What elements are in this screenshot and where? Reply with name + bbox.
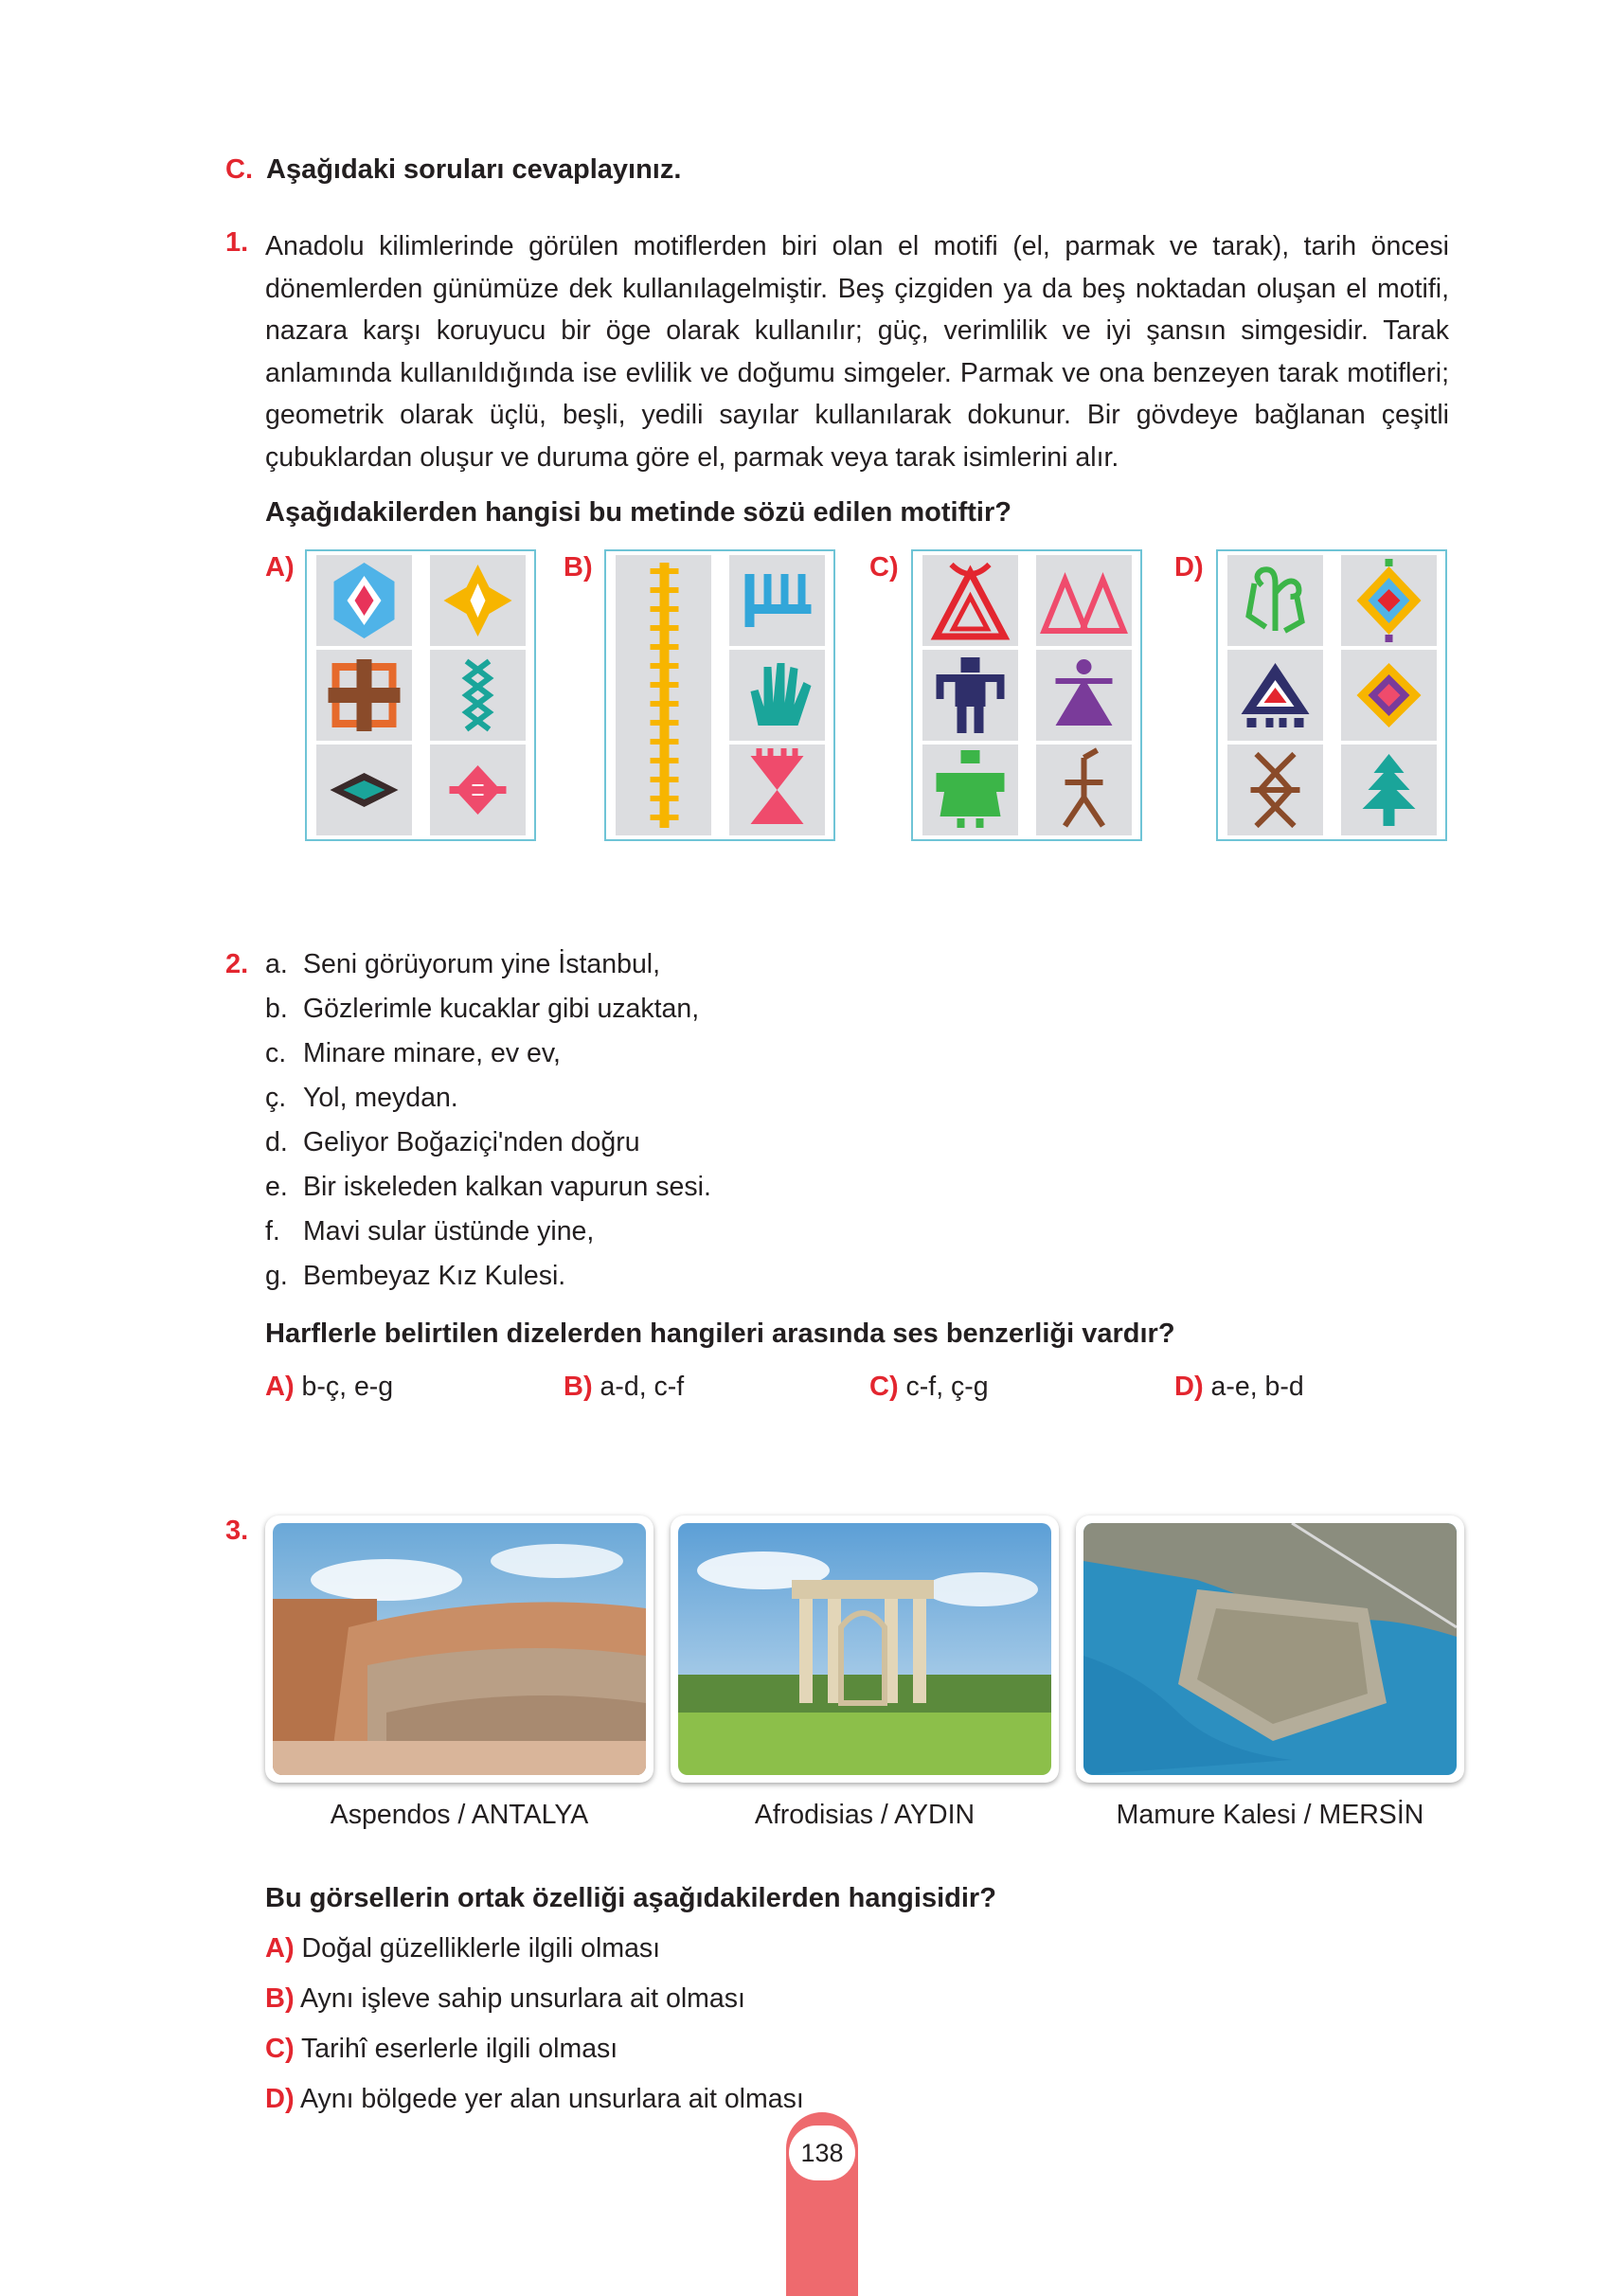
- aspendos-photo: [265, 1516, 653, 1783]
- q2-line-text: Mavi sular üstünde yine,: [303, 1216, 595, 1247]
- section-heading: [225, 154, 681, 186]
- q2-option-d[interactable]: [1174, 1372, 1304, 1403]
- kilim-twin-triangles-motif-icon: [1036, 555, 1132, 646]
- q2-option-b-text: a-d, c-f: [600, 1372, 685, 1402]
- afrodisias-caption: Afrodisias / AYDIN: [754, 1800, 976, 1830]
- q2-line-letter: ç.: [265, 1083, 287, 1113]
- q2-option-a-label: A): [265, 1372, 295, 1402]
- q2-option-c-label: C): [869, 1372, 899, 1402]
- section-title: Aşağıdaki soruları cevaplayınız.: [266, 154, 682, 185]
- q3-option-d-label: D): [265, 2084, 295, 2114]
- q1-option-b-motifs[interactable]: [604, 549, 835, 841]
- q1-prompt: Aşağıdakilerden hangisi bu metinde sözü edilen motiftir?: [265, 497, 1011, 528]
- kilim-dancer-motif-icon: [1036, 650, 1132, 741]
- q2-option-d-label: D): [1174, 1372, 1204, 1402]
- q3-option-b-label: B): [265, 1983, 295, 2014]
- q3-prompt: Bu görsellerin ortak özelliği aşağıdakilerden hangisidir?: [265, 1883, 996, 1913]
- kilim-flower-motif-icon: [430, 744, 526, 835]
- q3-option-b[interactable]: [265, 1983, 745, 2015]
- q1-option-a-motifs[interactable]: [305, 549, 536, 841]
- kilim-green-figure-motif-icon: [922, 744, 1018, 835]
- q2-line-a: [265, 949, 660, 980]
- q2-line-text: Geliyor Boğaziçi'nden doğru: [303, 1127, 640, 1157]
- section-letter: C.: [225, 154, 253, 185]
- kilim-hexagon-motif-icon: [316, 555, 412, 646]
- q2-option-b-label: B): [564, 1372, 593, 1402]
- q2-line-text: Bembeyaz Kız Kulesi.: [303, 1261, 566, 1291]
- kilim-colorful-diamond-motif-icon: [1341, 555, 1437, 646]
- q1-option-d-label[interactable]: D): [1174, 552, 1204, 583]
- q3-option-b-text: Aynı işleve sahip unsurlara ait olması: [299, 1983, 745, 2014]
- kilim-fertility-motif-icon: [1227, 744, 1323, 835]
- q3-option-a-label: A): [265, 1933, 295, 1964]
- q1-number: 1.: [225, 227, 249, 258]
- kilim-branch-figure-motif-icon: [1036, 744, 1132, 835]
- q2-line-d: [265, 1127, 640, 1158]
- q1-option-c-label[interactable]: C): [869, 552, 899, 583]
- kilim-ornate-motif-icon: [1341, 650, 1437, 741]
- kilim-tree-of-life-motif-icon: [1341, 744, 1437, 835]
- q2-line-letter: c.: [265, 1038, 287, 1068]
- kilim-hourglass-motif-icon: [729, 744, 825, 835]
- q2-line-text: Minare minare, ev ev,: [303, 1038, 561, 1068]
- afrodisias-photo: [671, 1516, 1059, 1783]
- kilim-zigzag-motif-icon: [430, 650, 526, 741]
- q2-line-text: Seni görüyorum yine İstanbul,: [303, 949, 661, 979]
- q1-option-b-label[interactable]: B): [564, 552, 593, 583]
- kilim-triangle-figure-motif-icon: [922, 555, 1018, 646]
- kilim-star-motif-icon: [430, 555, 526, 646]
- q2-line-f: [265, 1216, 594, 1247]
- q2-line-letter: g.: [265, 1261, 288, 1291]
- q2-line-g: [265, 1261, 565, 1292]
- q3-option-d[interactable]: [265, 2084, 804, 2115]
- q2-option-a[interactable]: [265, 1372, 393, 1403]
- q2-line-letter: b.: [265, 994, 288, 1024]
- kilim-human-figure-motif-icon: [922, 650, 1018, 741]
- mamure-castle-photo: [1076, 1516, 1464, 1783]
- kilim-comb-motif-icon: [729, 555, 825, 646]
- q2-option-d-text: a-e, b-d: [1210, 1372, 1304, 1402]
- q2-option-b[interactable]: [564, 1372, 684, 1403]
- q3-option-a-text: Doğal güzelliklerle ilgili olması: [301, 1933, 661, 1964]
- q2-line-text: Yol, meydan.: [303, 1083, 458, 1113]
- q2-line-letter: e.: [265, 1172, 288, 1202]
- q2-prompt: Harflerle belirtilen dizelerden hangileri arasında ses benzerliği vardır?: [265, 1318, 1175, 1349]
- mamure-castle-caption: Mamure Kalesi / MERSİN: [1116, 1800, 1424, 1830]
- q1-option-d-motifs[interactable]: [1216, 549, 1447, 841]
- q3-number: 3.: [225, 1516, 249, 1546]
- page-number: 138: [789, 2126, 855, 2180]
- kilim-diamond-motif-icon: [316, 744, 412, 835]
- kilim-cross-motif-icon: [316, 650, 412, 741]
- q2-line-b: [265, 994, 699, 1025]
- q3-option-a[interactable]: [265, 1933, 660, 1964]
- kilim-hand-motif-icon: [729, 650, 825, 741]
- q2-number: 2.: [225, 949, 249, 979]
- q2-line-e: [265, 1172, 711, 1203]
- kilim-comb-column-motif-icon: [616, 555, 711, 835]
- q2-line-c: [265, 1038, 561, 1069]
- q3-option-d-text: Aynı bölgede yer alan unsurlara ait olması: [299, 2084, 804, 2114]
- q1-option-c-motifs[interactable]: [911, 549, 1142, 841]
- q2-option-c-text: c-f, ç-g: [905, 1372, 989, 1402]
- q2-option-a-text: b-ç, e-g: [301, 1372, 394, 1402]
- q3-option-c-label: C): [265, 2034, 295, 2064]
- q3-option-c-text: Tarihî eserlerle ilgili olması: [301, 2034, 618, 2064]
- aspendos-caption: Aspendos / ANTALYA: [330, 1800, 589, 1830]
- q2-line-letter: a.: [265, 949, 288, 979]
- q2-line-text: Bir iskeleden kalkan vapurun sesi.: [303, 1172, 711, 1202]
- kilim-arch-motif-icon: [1227, 650, 1323, 741]
- q2-line-text: Gözlerimle kucaklar gibi uzaktan,: [303, 994, 700, 1024]
- q2-line-cedilla-c: [265, 1083, 458, 1114]
- q2-line-letter: d.: [265, 1127, 288, 1157]
- q1-paragraph: Anadolu kilimlerinde görülen motiflerden biri olan el motifi (el, parmak ve tarak), tarih öncesi dönemlerden günümüze dek kullanılagelmiştir. Beş çizgiden ya da beş noktadan oluşan el motifi, nazara karşı koruyucu bir öge olarak kullanılır; güç, verimlilik ve iyi şansın simgesidir. Tarak anlamında kullanıldığında ise evlilik ve doğumu simgeler. Parmak ve ona benzeyen tarak motifleri; geometrik olarak üçlü, beşli, yedili sayılar kullanılarak dokunur. Bir gövdeye bağlanan çeşitli çubuklardan oluşur ve duruma göre el, parmak veya tarak isimlerini alır.: [265, 231, 1449, 473]
- kilim-ram-horn-motif-icon: [1227, 555, 1323, 646]
- q2-option-c[interactable]: [869, 1372, 989, 1403]
- q1-option-a-label[interactable]: A): [265, 552, 295, 583]
- q2-line-letter: f.: [265, 1216, 280, 1247]
- q3-option-c[interactable]: [265, 2034, 618, 2065]
